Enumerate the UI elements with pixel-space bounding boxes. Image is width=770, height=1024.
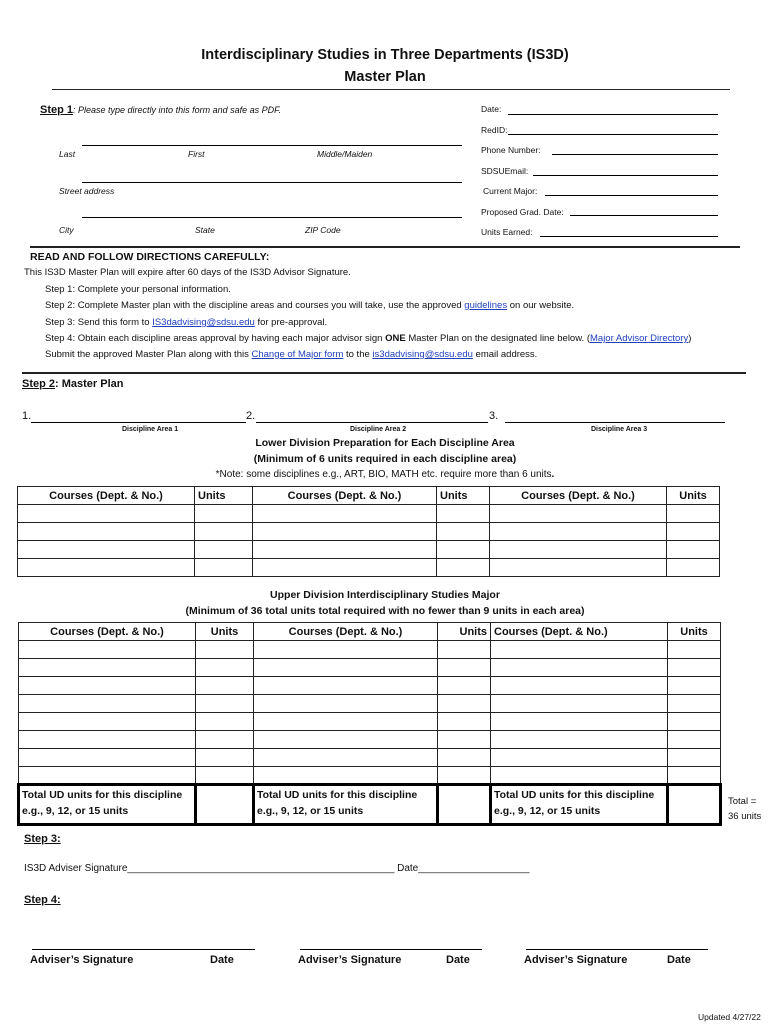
units-cell[interactable] xyxy=(668,641,721,659)
middle-name-label: Middle/Maiden xyxy=(317,149,373,159)
course-cell[interactable] xyxy=(254,659,438,677)
column-header: Units xyxy=(195,487,253,505)
units-cell[interactable] xyxy=(438,677,491,695)
email-label: SDSUEmail: xyxy=(481,166,529,176)
grad-date-field[interactable] xyxy=(570,215,718,216)
state-label: State xyxy=(195,225,215,235)
course-cell[interactable] xyxy=(254,731,438,749)
direction-step3: Step 3: Send this form to IS3dadvising@sdsu.edu for pre-approval. xyxy=(45,317,328,328)
units-cell[interactable] xyxy=(438,713,491,731)
units-cell[interactable] xyxy=(668,731,721,749)
units-earned-field[interactable] xyxy=(540,236,718,237)
course-cell[interactable] xyxy=(490,541,667,559)
column-header: Courses (Dept. & No.) xyxy=(491,623,668,641)
grand-total-note: Total = 36 units xyxy=(728,796,762,822)
email-field[interactable] xyxy=(533,175,718,176)
city-field[interactable] xyxy=(82,217,462,218)
total-row xyxy=(19,785,721,825)
units-cell[interactable] xyxy=(668,749,721,767)
units-cell[interactable] xyxy=(438,695,491,713)
lower-note: *Note: some disciplines e.g., ART, BIO, MATH etc. require more than 6 units. xyxy=(215,469,555,480)
expiry-text: This IS3D Master Plan will expire after 60 days of the IS3D Advisor Signature. xyxy=(24,267,351,278)
column-header: Courses (Dept. & No.) xyxy=(254,623,438,641)
table-row xyxy=(19,695,721,713)
phone-field[interactable] xyxy=(552,154,718,155)
table-row xyxy=(19,677,721,695)
upper-division-table xyxy=(17,622,722,826)
course-cell[interactable] xyxy=(491,695,668,713)
guidelines-link[interactable]: guidelines xyxy=(464,300,508,311)
course-cell[interactable] xyxy=(18,523,195,541)
units-cell[interactable] xyxy=(196,767,254,785)
course-cell[interactable] xyxy=(19,767,196,785)
step1-instruction: Step 1: Please type directly into this form and safe as PDF. xyxy=(40,104,281,116)
units-cell[interactable] xyxy=(437,523,490,541)
column-header: Courses (Dept. & No.) xyxy=(490,487,667,505)
direction-step1: Step 1: Complete your personal information. xyxy=(45,284,231,295)
column-header: Units xyxy=(667,487,720,505)
adviser1-date-label: Date xyxy=(210,954,234,966)
city-label: City xyxy=(59,225,74,235)
is3d-adviser-signature-line[interactable]: IS3D Adviser Signature________________________________________________ Date____________________ xyxy=(24,863,530,874)
name-field[interactable] xyxy=(82,145,462,146)
course-cell[interactable] xyxy=(491,713,668,731)
course-cell[interactable] xyxy=(253,523,437,541)
units-cell[interactable] xyxy=(438,641,491,659)
area2-field[interactable] xyxy=(256,422,488,423)
step1-divider xyxy=(30,246,740,248)
units-cell[interactable] xyxy=(437,505,490,523)
column-header: Courses (Dept. & No.) xyxy=(18,487,195,505)
page-title: Interdisciplinary Studies in Three Departments (IS3D) xyxy=(201,47,569,63)
first-name-label: First xyxy=(188,149,205,159)
course-cell[interactable] xyxy=(19,641,196,659)
course-cell[interactable] xyxy=(491,731,668,749)
total-ud-units-2[interactable] xyxy=(438,785,491,825)
table-row xyxy=(19,713,721,731)
updated-date: Updated 4/27/22 xyxy=(698,1012,761,1022)
course-cell[interactable] xyxy=(490,505,667,523)
current-major-label: Current Major: xyxy=(483,186,538,196)
course-cell[interactable] xyxy=(254,695,438,713)
lower-heading: Lower Division Preparation for Each Discipline Area xyxy=(255,437,515,449)
adviser1-signature-field[interactable] xyxy=(32,949,255,950)
course-cell[interactable] xyxy=(253,559,437,577)
total-ud-label-1: Total UD units for this discipline e.g., 9, 12, or 15 units xyxy=(19,785,196,825)
redid-label: RedID: xyxy=(481,125,508,135)
course-cell[interactable] xyxy=(19,713,196,731)
date-label: Date: xyxy=(481,104,502,114)
units-cell[interactable] xyxy=(437,541,490,559)
submit-email-link[interactable]: is3dadvising@sdsu.edu xyxy=(372,349,473,360)
column-header: Units xyxy=(438,623,491,641)
course-cell[interactable] xyxy=(18,505,195,523)
current-major-field[interactable] xyxy=(545,195,718,196)
lower-division-table xyxy=(17,486,720,577)
street-label: Street address xyxy=(59,186,115,196)
course-cell[interactable] xyxy=(254,677,438,695)
units-cell[interactable] xyxy=(438,767,491,785)
table-header-row xyxy=(19,623,721,641)
units-cell[interactable] xyxy=(667,541,720,559)
units-cell[interactable] xyxy=(438,749,491,767)
step4-label: Step 4: xyxy=(24,894,61,906)
course-cell[interactable] xyxy=(491,677,668,695)
date-field[interactable] xyxy=(508,114,718,115)
area1-number: 1. xyxy=(22,410,32,422)
course-cell[interactable] xyxy=(253,541,437,559)
units-cell[interactable] xyxy=(667,505,720,523)
course-cell[interactable] xyxy=(254,767,438,785)
table-row xyxy=(19,641,721,659)
phone-label: Phone Number: xyxy=(481,145,541,155)
table-row xyxy=(18,505,720,523)
units-cell[interactable] xyxy=(667,559,720,577)
upper-heading: Upper Division Interdisciplinary Studies Major xyxy=(270,589,500,601)
units-cell[interactable] xyxy=(195,541,253,559)
table-row xyxy=(18,523,720,541)
adviser2-signature-field[interactable] xyxy=(300,949,482,950)
course-cell[interactable] xyxy=(490,523,667,541)
upper-subheading: (Minimum of 36 total units total required with no fewer than 9 units in each area) xyxy=(185,605,585,617)
units-cell[interactable] xyxy=(667,523,720,541)
adviser2-date-label: Date xyxy=(446,954,470,966)
area1-caption: Discipline Area 1 xyxy=(122,426,179,433)
course-cell[interactable] xyxy=(18,559,195,577)
table-row xyxy=(18,559,720,577)
adviser3-date-label: Date xyxy=(667,954,691,966)
advisor-directory-link[interactable]: Major Advisor Directory xyxy=(590,333,689,344)
course-cell[interactable] xyxy=(19,659,196,677)
course-cell[interactable] xyxy=(254,749,438,767)
title-divider xyxy=(52,89,730,90)
adviser2-signature-label: Adviser’s Signature xyxy=(298,954,402,966)
last-name-label: Last xyxy=(59,149,76,159)
directions-divider xyxy=(22,372,746,374)
lower-subheading: (Minimum of 6 units required in each discipline area) xyxy=(253,453,517,465)
change-of-major-link[interactable]: Change of Major form xyxy=(251,349,344,360)
column-header: Courses (Dept. & No.) xyxy=(19,623,196,641)
units-cell[interactable] xyxy=(196,695,254,713)
course-cell[interactable] xyxy=(253,505,437,523)
units-cell[interactable] xyxy=(668,677,721,695)
page-subtitle: Master Plan xyxy=(344,69,426,85)
course-cell[interactable] xyxy=(254,713,438,731)
course-cell[interactable] xyxy=(19,731,196,749)
units-earned-label: Units Earned: xyxy=(481,227,533,237)
course-cell[interactable] xyxy=(19,749,196,767)
units-cell[interactable] xyxy=(438,659,491,677)
table-row xyxy=(19,749,721,767)
area1-field[interactable] xyxy=(31,422,246,423)
course-cell[interactable] xyxy=(491,749,668,767)
step3-label: Step 3: xyxy=(24,833,61,845)
area2-caption: Discipline Area 2 xyxy=(350,426,407,433)
column-header: Courses (Dept. & No.) xyxy=(253,487,437,505)
area2-number: 2. xyxy=(246,410,256,422)
course-cell[interactable] xyxy=(18,541,195,559)
units-cell[interactable] xyxy=(196,641,254,659)
total-ud-label-3: Total UD units for this discipline e.g., 9, 12, or 15 units xyxy=(491,785,668,825)
units-cell[interactable] xyxy=(438,731,491,749)
redid-field[interactable] xyxy=(508,134,718,135)
course-cell[interactable] xyxy=(491,767,668,785)
total-ud-units-3[interactable] xyxy=(668,785,721,825)
units-cell[interactable] xyxy=(668,659,721,677)
course-cell[interactable] xyxy=(491,641,668,659)
units-cell[interactable] xyxy=(196,731,254,749)
total-ud-label-2: Total UD units for this discipline e.g., 9, 12, or 15 units xyxy=(254,785,438,825)
units-cell[interactable] xyxy=(196,713,254,731)
table-row xyxy=(19,731,721,749)
table-header-row xyxy=(18,487,720,505)
units-cell[interactable] xyxy=(437,559,490,577)
is3d-email-link[interactable]: IS3dadvising@sdsu.edu xyxy=(152,317,255,328)
units-cell[interactable] xyxy=(195,559,253,577)
table-row xyxy=(19,767,721,785)
course-cell[interactable] xyxy=(254,641,438,659)
area3-caption: Discipline Area 3 xyxy=(591,426,648,433)
units-cell[interactable] xyxy=(668,695,721,713)
direction-submit: Submit the approved Master Plan along with this Change of Major form to the is3dadvising@sdsu.edu email address. xyxy=(45,349,538,360)
units-cell[interactable] xyxy=(668,767,721,785)
course-cell[interactable] xyxy=(19,677,196,695)
area3-field[interactable] xyxy=(505,422,725,423)
course-cell[interactable] xyxy=(19,695,196,713)
table-row xyxy=(18,541,720,559)
units-cell[interactable] xyxy=(195,505,253,523)
units-cell[interactable] xyxy=(195,523,253,541)
adviser1-signature-label: Adviser’s Signature xyxy=(30,954,134,966)
zip-label: ZIP Code xyxy=(305,225,341,235)
adviser3-signature-label: Adviser’s Signature xyxy=(524,954,628,966)
grad-date-label: Proposed Grad. Date: xyxy=(481,207,564,217)
direction-step2: Step 2: Complete Master plan with the discipline areas and courses you will take, use the approved guidelines on our website. xyxy=(45,300,575,311)
units-cell[interactable] xyxy=(196,749,254,767)
units-cell[interactable] xyxy=(196,659,254,677)
course-cell[interactable] xyxy=(490,559,667,577)
area3-number: 3. xyxy=(489,410,499,422)
direction-step4: Step 4: Obtain each discipline areas approval by having each major advisor sign ONE Master Plan on the designated line below. (Major Advisor Directory) xyxy=(45,333,692,344)
units-cell[interactable] xyxy=(196,677,254,695)
street-field[interactable] xyxy=(82,182,462,183)
units-cell[interactable] xyxy=(668,713,721,731)
course-cell[interactable] xyxy=(491,659,668,677)
adviser3-signature-field[interactable] xyxy=(526,949,708,950)
directions-heading: READ AND FOLLOW DIRECTIONS CAREFULLY: xyxy=(30,251,270,263)
column-header: Units xyxy=(437,487,490,505)
total-ud-units-1[interactable] xyxy=(196,785,254,825)
table-row xyxy=(19,659,721,677)
step2-title: Step 2: Master Plan xyxy=(22,378,124,390)
column-header: Units xyxy=(196,623,254,641)
column-header: Units xyxy=(668,623,721,641)
